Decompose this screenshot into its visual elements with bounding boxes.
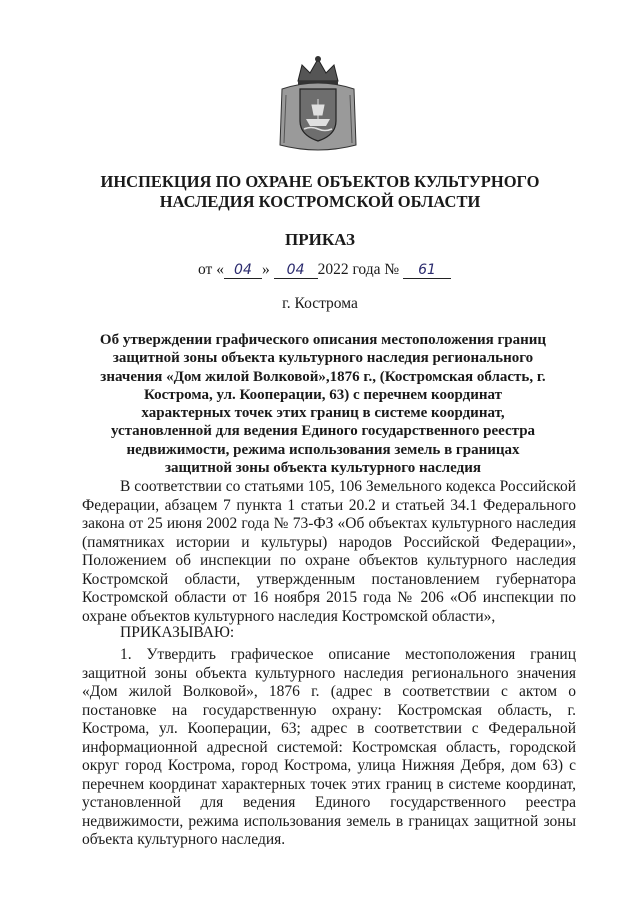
order-number: 61	[403, 262, 451, 279]
order-word: ПРИКАЗЫВАЮ:	[120, 624, 235, 641]
document-title: ПРИКАЗ	[285, 230, 355, 249]
organization-name: ИНСПЕКЦИЯ ПО ОХРАНЕ ОБЪЕКТОВ КУЛЬТУРНОГО НАСЛЕДИЯ КОСТРОМСКОЙ ОБЛАСТИ	[100, 172, 540, 211]
coat-of-arms-icon	[276, 55, 360, 153]
order-item-1: 1. Утвердить графическое описание местоположения границ защитной зоны объекта культурного наследия регионального значения «Дом жилой Волковой», 1876 г. (адрес в соответствии с актом о постановке на государственную охрану: Костромская область, г. Кострома, ул. Кооперации, 63; адрес в соответствии с Федеральной информационной адресной системой: Костромская область, городской округ город Кострома, город Кострома, улица Нижняя Дебря, дом 63) с перечнем координат характерных точек этих границ в системе координат, установленной для ведения Единого государственного реестра недвижимости, режима использования земель в границах защитной зоны объекта культурного наследия.	[82, 646, 576, 848]
preamble-paragraph: В соответствии со статьями 105, 106 Земельного кодекса Российской Федерации, абзацем 7 пункта 1 статьи 20.2 и статьей 34.1 Федерального закона от 25 июня 2002 года № 73-ФЗ «Об объектах культурного наследия (памятниках истории и культуры) народов Российской Федерации», Положением об инспекции по охране объектов культурного наследия Костромской области, утвержденным постановлением губернатора Костромской области от 16 ноября 2015 года № 206 «Об инспекции по охране объектов культурного наследия Костромской области»,	[82, 478, 576, 625]
date-mid: »	[261, 261, 270, 278]
date-month: 04	[274, 262, 318, 279]
date-prefix: от «	[198, 261, 224, 278]
date-day: 04	[224, 262, 262, 279]
date-line	[198, 261, 478, 279]
order-subject: Об утверждении графического описания местоположения границ защитной зоны объекта культурного наследия регионального значения «Дом жилой Волковой»,1876 г., (Костромская область, г. Кострома, ул. Кооперации, 63) с перечнем координат характерных точек этих границ в системе координат, установленной для ведения Единого государственного реестра недвижимости, режима использования земель в границах защитной зоны объекта культурного наследия	[99, 332, 547, 477]
city: г. Кострома	[282, 295, 358, 312]
date-year: 2022 года №	[317, 261, 400, 278]
